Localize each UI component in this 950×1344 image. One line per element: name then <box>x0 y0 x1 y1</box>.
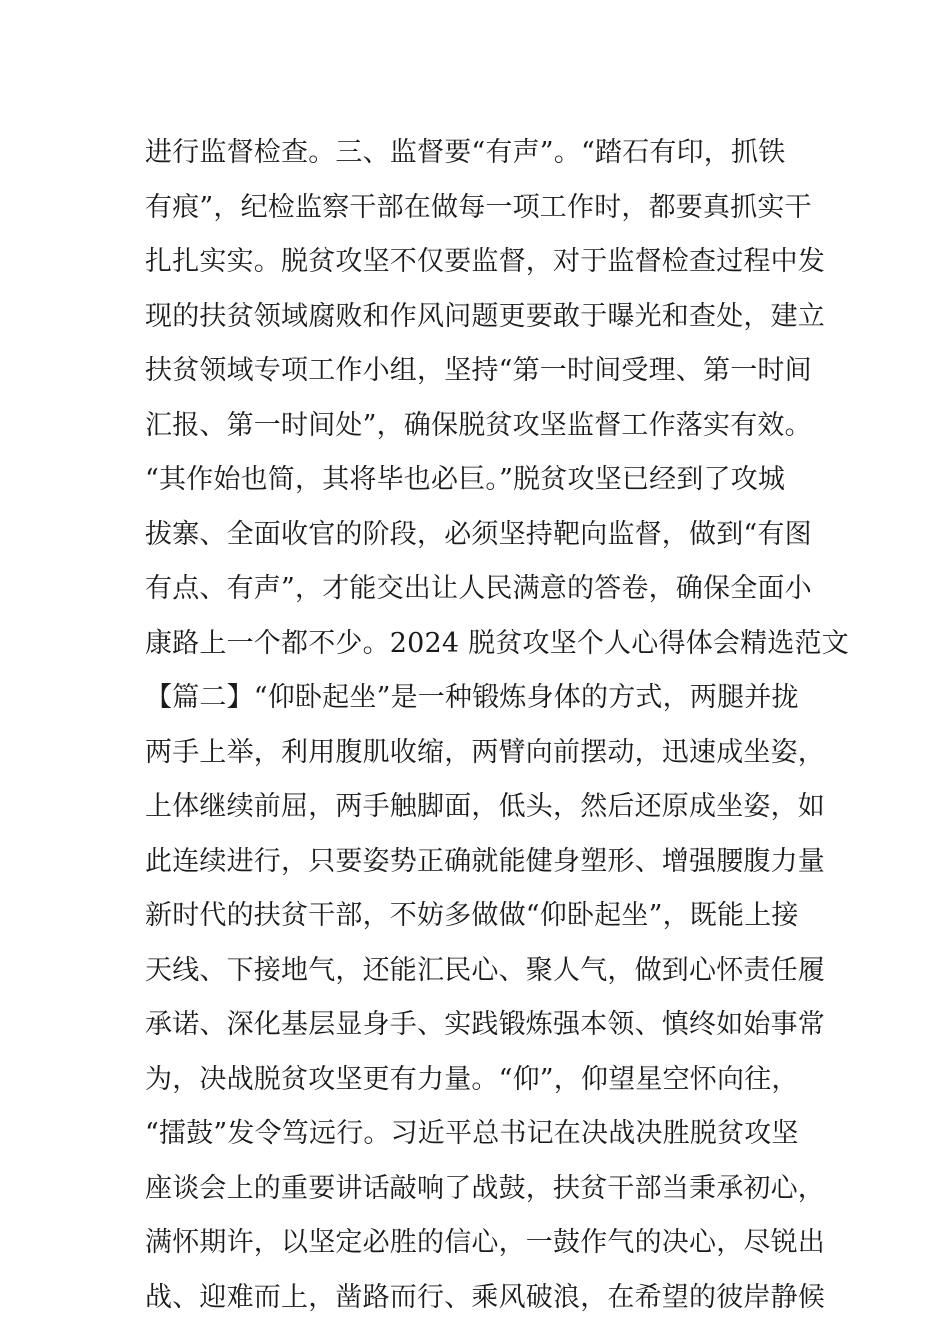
text-line: 为，决战脱贫攻坚更有力量。“仰”，仰望星空怀向往， <box>145 1063 799 1095</box>
text-line: 【篇二】“仰卧起坐”是一种锻炼身体的方式，两腿并拢 <box>145 682 799 713</box>
text-line: 座谈会上的重要讲话敲响了战鼓，扶贫干部当秉承初心， <box>145 1172 825 1204</box>
text-line: 满怀期许，以坚定必胜的信心，一鼓作气的决心，尽锐出 <box>145 1227 825 1258</box>
text-line: 两手上举，利用腹肌收缩，两臂向前摆动，迅速成坐姿， <box>145 736 825 768</box>
text-line: 新时代的扶贫干部，不妨多做做“仰卧起坐”，既能上接 <box>145 900 799 931</box>
body-text <box>145 126 849 1325</box>
text-line: 天线、下接地气，还能汇民心、聚人气，做到心怀责任履 <box>145 954 825 986</box>
text-line: 有点、有声”，才能交出让人民满意的答卷，确保全面小 <box>145 573 812 604</box>
text-line: 此连续进行，只要姿势正确就能健身塑形、增强腰腹力量 <box>145 845 825 877</box>
text-line: 拔寨、全面收官的阶段，必须坚持靶向监督，做到“有图 <box>145 518 812 550</box>
text-line: 扶贫领域专项工作小组，坚持“第一时间受理、第一时间 <box>145 355 812 386</box>
text-line: 战、迎难而上，凿路而行、乘风破浪，在希望的彼岸静候 <box>145 1281 825 1313</box>
text-line: 进行监督检查。三、监督要“有声”。“踏石有印，抓铁 <box>145 137 786 168</box>
text-line: 康路上一个都不少。2024 脱贫攻坚个人心得体会精选范文 <box>145 627 849 659</box>
text-line: 汇报、第一时间处”，确保脱贫攻坚监督工作落实有效。 <box>145 409 812 441</box>
text-line: “擂鼓”发令笃远行。习近平总书记在决战决胜脱贫攻坚 <box>145 1118 799 1149</box>
text-line: 有痕”，纪检监察干部在做每一项工作时，都要真抓实干 <box>145 191 812 223</box>
text-line: 扎扎实实。脱贫攻坚不仅要监督，对于监督检查过程中发 <box>145 246 825 277</box>
text-line: 现的扶贫领域腐败和作风问题更要敢于曝光和查处，建立 <box>145 300 825 332</box>
text-line: “其作始也简，其将毕也必巨。”脱贫攻坚已经到了攻城 <box>145 464 786 495</box>
text-line: 承诺、深化基层显身手、实践锻炼强本领、慎终如始事常 <box>145 1009 825 1040</box>
text-line: 上体继续前屈，两手触脚面，低头，然后还原成坐姿，如 <box>145 791 825 822</box>
